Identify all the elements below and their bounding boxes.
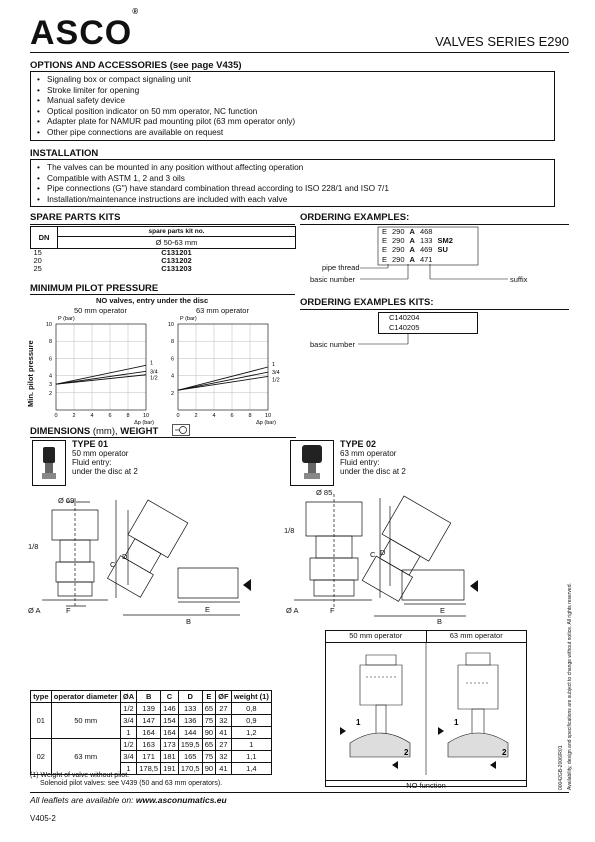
type02-text: TYPE 02 63 mm operator Fluid entry: under the disc at 2 (340, 439, 406, 476)
y-tick-label: 6 (48, 356, 52, 363)
dt-cell: 164 (161, 727, 179, 739)
dt-cell: 65 (202, 739, 215, 751)
dt-cell: 159,5 (178, 739, 202, 751)
dt-cell: 27 (216, 703, 232, 715)
dt-cell: 171 (137, 751, 161, 763)
dt-cell: 1 (120, 727, 136, 739)
options-box (30, 71, 555, 141)
pilot-ylabel: Min. pilot pressure (26, 340, 35, 407)
y-axis-unit: P (bar) (180, 316, 197, 322)
list-item: • Installation/maintenance instructions are included with each valve (47, 194, 554, 205)
y-tick-label: 4 (170, 373, 174, 380)
kits-basic-number: basic number (310, 340, 356, 349)
col-kit: spare parts kit no. (58, 227, 296, 237)
port2-arrow-icon (490, 761, 496, 769)
x-axis-unit: Δp (bar) (134, 420, 154, 426)
y-tick-label: 8 (170, 339, 174, 346)
type01-text: TYPE 01 50 mm operator Fluid entry: under the disc at 2 (72, 439, 138, 476)
t1-f-label: F (66, 606, 71, 615)
dt-cell: 1,1 (231, 751, 271, 763)
list-item: • Manual safety device (47, 95, 554, 106)
series-label: 3/4 (150, 369, 158, 376)
options-title: OPTIONS AND ACCESSORIES (see page V435) (30, 60, 242, 71)
spare-table (30, 226, 296, 273)
dt-cell: 32 (216, 751, 232, 763)
ordering-code: 290 (392, 227, 405, 236)
x-tick-label: 2 (72, 413, 76, 419)
plot-frame (56, 324, 146, 410)
dt-cell: 32 (216, 715, 232, 727)
header-rule (30, 52, 569, 53)
type02-drawing (284, 490, 484, 630)
ordering-e: E (382, 254, 388, 264)
dimensions-rule (30, 437, 296, 438)
dt-cell: 75 (202, 715, 215, 727)
y-axis-unit: P (bar) (58, 316, 75, 322)
dt-cell: 136 (178, 715, 202, 727)
svg-text:1: 1 (356, 718, 361, 727)
dt-header: B (137, 691, 161, 703)
kits-title: ORDERING EXAMPLES KITS: (300, 297, 434, 308)
dt-cell: 27 (216, 739, 232, 751)
pilot-title: MINIMUM PILOT PRESSURE (30, 283, 159, 294)
list-item: • Other pipe connections are available on request (47, 127, 554, 138)
y-tick-label: 8 (48, 339, 52, 346)
dt-cell: 1/2 (120, 739, 136, 751)
pilot-subtitle: NO valves, entry under the disc (96, 296, 209, 305)
dimensions-title: DIMENSIONS (mm), WEIGHT (30, 426, 159, 437)
dt-cell: 75 (202, 751, 215, 763)
x-tick-label: 10 (142, 413, 150, 419)
flow-arrow-icon (243, 579, 251, 591)
options-list (31, 72, 554, 140)
plot-frame (178, 324, 268, 410)
dt-cell: 181 (161, 751, 179, 763)
leaflets-text: All leaflets are available on: www.asconumatics.eu (30, 795, 227, 805)
dt-cell: 170,5 (178, 763, 202, 775)
t1-c-label: C (110, 560, 116, 569)
col-dn: DN (31, 227, 58, 249)
dt-cell: 178,5 (137, 763, 161, 775)
svg-text:2: 2 (502, 748, 507, 757)
installation-list (31, 160, 554, 206)
series-title: VALVES SERIES E290 (435, 34, 569, 49)
table-row (31, 703, 272, 715)
dt-cell: 154 (161, 715, 179, 727)
dt-cell: 164 (137, 727, 161, 739)
series-label: 1/2 (150, 375, 158, 382)
ordering-code: 290 (392, 236, 405, 246)
flow-arrow-icon (470, 580, 478, 592)
dt-cell: 1/2 (120, 703, 136, 715)
t1-dia-label: Ø 69 (58, 496, 75, 505)
series-label: 1 (272, 362, 276, 368)
section-drawings (326, 643, 526, 775)
t1-a-label: Ø A (28, 606, 41, 615)
pilot-chart-63 (162, 314, 286, 426)
svg-text:2: 2 (404, 748, 409, 757)
section-caption: NO function (326, 780, 526, 791)
installation-title: INSTALLATION (30, 148, 99, 159)
t1-g-label: 1/8 (28, 542, 39, 551)
footnote: (1) Weight of valve without pilot. Solenoid pilot valves: see V439 (50 and 63 mm operators). (30, 772, 223, 787)
kit-cell: C131202 (161, 256, 192, 265)
dt-cell: 65 (202, 703, 215, 715)
installation-box (30, 159, 555, 207)
basic-number-label: basic number (310, 275, 356, 284)
ordering-code: 290 (392, 254, 405, 264)
port1-arrow-icon (340, 727, 346, 735)
series-line (56, 375, 146, 384)
type02-photo (290, 440, 334, 486)
x-tick-label: 2 (194, 413, 198, 419)
list-item: • Pipe connections (G") have standard combination thread according to ISO 228/1 and ISO 7/1 (47, 183, 554, 194)
dt-cell: 1,2 (231, 727, 271, 739)
dt-cell: 41 (216, 763, 232, 775)
kit-cell: C131203 (161, 264, 192, 273)
section-op50: 50 mm operator (326, 631, 427, 642)
series-label: 1/2 (272, 377, 280, 384)
section-box (325, 630, 527, 790)
pipe-thread-label: pipe thread (322, 263, 360, 272)
dt-cell: 0,9 (231, 715, 271, 727)
dt-header: operator diameter (51, 691, 120, 703)
list-item: • Stroke limiter for opening (47, 85, 554, 96)
dt-cell: 1,4 (231, 763, 271, 775)
kits-box (378, 312, 478, 334)
kit-code-2: C140205 (389, 322, 420, 332)
series-line (178, 372, 268, 390)
y-tick-label: 2 (170, 390, 174, 397)
dt-cell: 1 (120, 763, 136, 775)
dt-cell: 144 (178, 727, 202, 739)
svg-text:1: 1 (454, 718, 459, 727)
t2-g-label: 1/8 (284, 526, 295, 535)
x-tick-label: 6 (230, 413, 234, 419)
x-axis-unit: Δp (bar) (256, 420, 276, 426)
ordering-n: 468 (419, 227, 433, 236)
ordering-a: A (409, 227, 415, 236)
spare-rule (30, 224, 295, 225)
t2-e-label: E (440, 606, 446, 615)
t2-b-label: B (437, 617, 443, 626)
dt-cell: 146 (161, 703, 179, 715)
t2-c-label: C (370, 550, 376, 559)
y-tick-label: 6 (170, 356, 174, 363)
ordering-n: 469 (419, 245, 433, 255)
dt-header: ØA (120, 691, 136, 703)
ordering-a: A (409, 245, 415, 255)
dt-header: D (178, 691, 202, 703)
kit-cell: C131201 (161, 248, 192, 257)
dn-cell: 20 (33, 256, 42, 265)
dt-cell: 1 (231, 739, 271, 751)
op50-label: 50 mm operator (74, 306, 127, 315)
y-tick-label: 3 (48, 382, 52, 389)
ordering-e: E (382, 227, 388, 236)
dt-cell: 02 (31, 739, 52, 775)
t2-dia-label: Ø 85 (316, 488, 333, 497)
website-link[interactable]: www.asconumatics.eu (135, 795, 227, 805)
list-item: • Adapter plate for NAMUR pad mounting pilot (63 mm operator only) (47, 116, 554, 127)
page-number: V405-2 (30, 814, 56, 823)
ordering-suf: SU (437, 245, 448, 255)
dt-header: weight (1) (231, 691, 271, 703)
table-row (31, 739, 272, 751)
port2-arrow-icon (392, 761, 398, 769)
kit-sub: Ø 50-63 mm (58, 237, 296, 249)
x-tick-label: 4 (90, 413, 94, 419)
y-tick-label: 10 (167, 322, 174, 328)
footer-rule (30, 792, 569, 793)
x-tick-label: 8 (126, 413, 130, 419)
dt-header: ØF (216, 691, 232, 703)
weight-scale-icon (172, 424, 190, 436)
pilot-rule (30, 294, 295, 295)
dt-cell: 133 (178, 703, 202, 715)
type01-drawing (28, 490, 273, 630)
ordering-rule (300, 224, 569, 225)
dt-cell: 139 (137, 703, 161, 715)
side-code: 00042GB-2006/R01 (558, 745, 564, 790)
ordering-a: A (409, 236, 415, 246)
t2-f-label: F (330, 606, 335, 615)
dt-cell: 165 (178, 751, 202, 763)
x-tick-label: 8 (248, 413, 252, 419)
ordering-n: 133 (419, 236, 433, 246)
op63-label: 63 mm operator (196, 306, 249, 315)
ordering-e: E (382, 236, 388, 246)
dt-cell: 50 mm (51, 703, 120, 739)
dt-cell: 41 (216, 727, 232, 739)
t2-a-label: Ø A (286, 606, 299, 615)
dt-cell: 63 mm (51, 739, 120, 775)
dt-header: C (161, 691, 179, 703)
x-tick-label: 4 (212, 413, 216, 419)
ordering-a: A (409, 254, 415, 264)
pilot-chart-50 (40, 314, 164, 426)
dn-cell: 15 (33, 248, 42, 257)
suffix-label: suffix (510, 275, 528, 284)
series-label: 3/4 (272, 370, 280, 377)
x-tick-label: 0 (54, 413, 58, 419)
table-row (31, 265, 296, 273)
dt-cell: 3/4 (120, 715, 136, 727)
dn-cell: 25 (33, 264, 42, 273)
dt-cell: 0,8 (231, 703, 271, 715)
kit-code-1: C140204 (389, 313, 420, 322)
ordering-suf: SM2 (437, 236, 453, 246)
dt-cell: 3/4 (120, 751, 136, 763)
ordering-code: 290 (392, 245, 405, 255)
spare-title: SPARE PARTS KITS (30, 212, 121, 223)
series-label: 1 (150, 360, 154, 367)
x-tick-label: 6 (108, 413, 112, 419)
valve-photo-icon (33, 441, 65, 485)
dt-cell: 173 (161, 739, 179, 751)
valve-photo-icon (291, 441, 333, 485)
type01-photo (32, 440, 66, 486)
ordering-n: 471 (419, 254, 433, 264)
list-item: • Signaling box or compact signaling unit (47, 74, 554, 85)
list-item: • The valves can be mounted in any position without affecting operation (47, 162, 554, 173)
y-tick-label: 4 (48, 373, 52, 380)
ordering-e: E (382, 245, 388, 255)
section-op63: 63 mm operator (449, 631, 503, 640)
y-tick-label: 2 (48, 390, 52, 397)
t1-b-label: B (186, 617, 192, 626)
x-tick-label: 0 (176, 413, 180, 419)
dt-cell: 90 (202, 763, 215, 775)
list-item: • Compatible with ASTM 1, 2 and 3 oils (47, 173, 554, 184)
port1-arrow-icon (438, 727, 444, 735)
t1-e-label: E (205, 605, 211, 614)
series-line (56, 365, 146, 384)
kits-rule (300, 309, 569, 310)
asco-logo: ASCO® (30, 6, 140, 52)
series-line (56, 371, 146, 384)
dt-cell: 90 (202, 727, 215, 739)
t2-d-label: D (380, 548, 386, 557)
x-tick-label: 10 (264, 413, 272, 419)
dt-cell: 147 (137, 715, 161, 727)
dt-header: type (31, 691, 52, 703)
dt-header: E (202, 691, 215, 703)
dt-cell: 01 (31, 703, 52, 739)
list-item: • Optical position indicator on 50 mm operator, NC function (47, 106, 554, 117)
t1-d-label: D (122, 552, 128, 561)
side-disclaimer: Availability, design and specifications are subject to change without notice. All rights reserved. (567, 583, 573, 790)
ordering-title: ORDERING EXAMPLES: (300, 212, 410, 223)
dimension-table (30, 690, 272, 775)
dt-cell: 191 (161, 763, 179, 775)
dt-cell: 163 (137, 739, 161, 751)
y-tick-label: 10 (45, 322, 52, 328)
